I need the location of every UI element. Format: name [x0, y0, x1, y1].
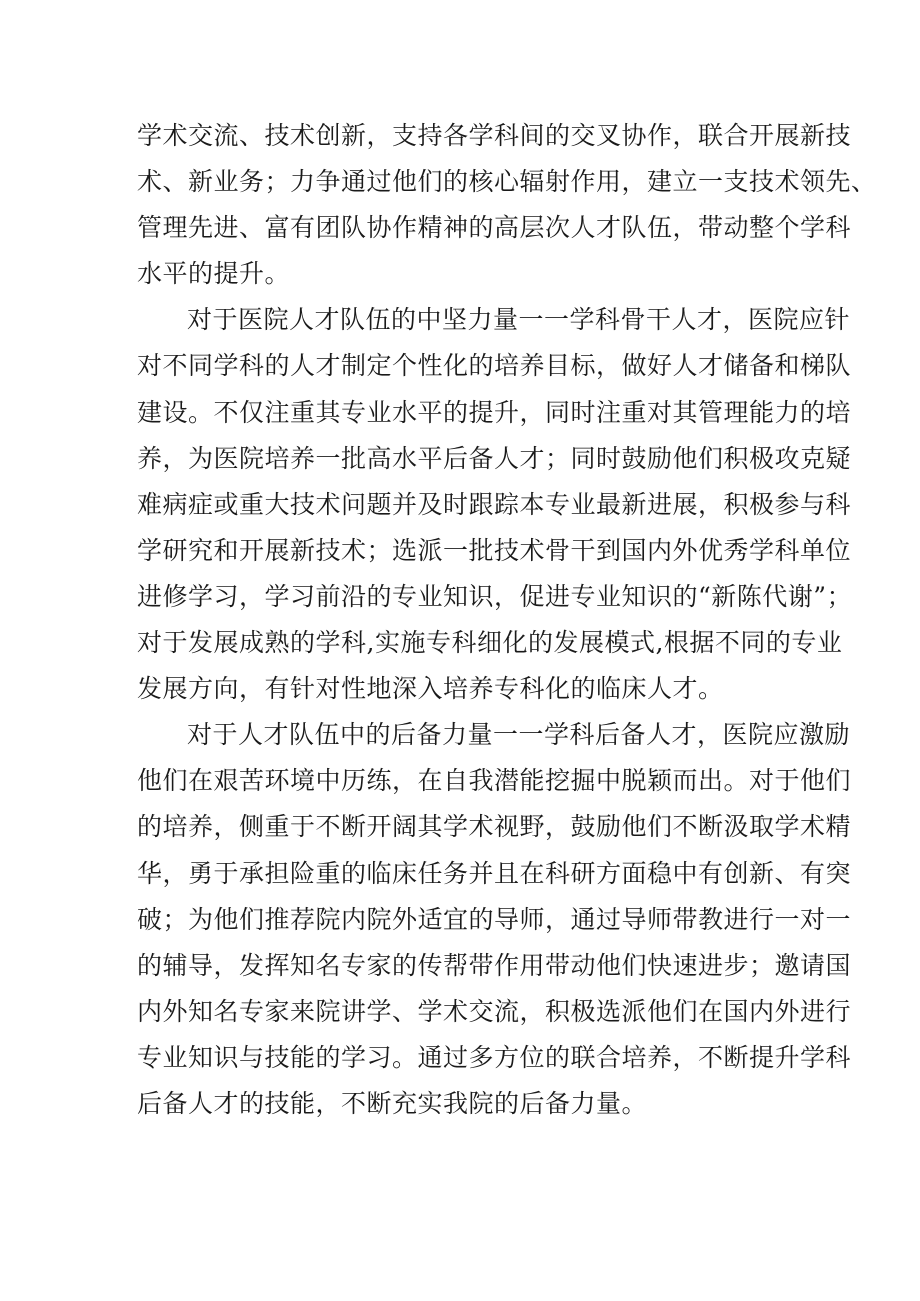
text-line: 术、新业务；力争通过他们的核心辐射作用，建立一支技术领先、 — [137, 167, 877, 197]
text-line: 对于发展成熟的学科,实施专科细化的发展模式,根据不同的专业 — [137, 628, 843, 658]
paragraph-3 — [137, 712, 852, 1127]
text-line: 对不同学科的人才制定个性化的培养目标，做好人才储备和梯队 — [137, 351, 852, 381]
text-line: 对于人才队伍中的后备力量一一学科后备人才，医院应激励 — [187, 720, 851, 750]
text-line: 的辅导，发挥知名专家的传帮带作用带动他们快速进步；邀请国 — [137, 950, 852, 980]
text-line: 学研究和开展新技术；选派一批技术骨干到国内外优秀学科单位 — [137, 535, 852, 565]
text-line: 学术交流、技术创新，支持各学科间的交叉协作，联合开展新技 — [137, 121, 852, 150]
text-line: 他们在艰苦环境中历练，在自我潜能挖掘中脱颖而出。对于他们 — [137, 766, 852, 796]
text-line: 养，为医院培养一批高水平后备人才；同时鼓励他们积极攻克疑 — [137, 443, 852, 473]
text-line: 难病症或重大技术问题并及时跟踪本专业最新进展，积极参与科 — [137, 489, 852, 519]
text-line: 破；为他们推荐院内院外适宜的导师，通过导师带教进行一对一 — [137, 904, 852, 934]
text-line: 水平的提升。 — [137, 259, 291, 289]
text-line: 进修学习，学习前沿的专业知识，促进专业知识的“新陈代谢”； — [137, 581, 853, 611]
body-text — [137, 113, 877, 1127]
paragraph-1 — [137, 113, 877, 297]
text-line: 建设。不仅注重其专业水平的提升，同时注重对其管理能力的培 — [137, 397, 852, 427]
text-line: 后备人才的技能，不断充实我院的后备力量。 — [137, 1088, 648, 1118]
text-line: 管理先进、富有团队协作精神的高层次人才队伍，带动整个学科 — [137, 213, 852, 243]
text-line: 的培养，侧重于不断开阔其学术视野，鼓励他们不断汲取学术精 — [137, 812, 852, 842]
text-line: 专业知识与技能的学习。通过多方位的联合培养，不断提升学科 — [137, 1042, 852, 1072]
text-line: 华，勇于承担险重的临床任务并且在科研方面稳中有创新、有突 — [137, 858, 852, 888]
text-line: 内外知名专家来院讲学、学术交流，积极选派他们在国内外进行 — [137, 996, 852, 1026]
text-line: 发展方向，有针对性地深入培养专科化的临床人才。 — [137, 674, 724, 704]
paragraph-2 — [137, 297, 853, 712]
text-line: 对于医院人才队伍的中坚力量一一学科骨干人才，医院应针 — [187, 305, 851, 335]
